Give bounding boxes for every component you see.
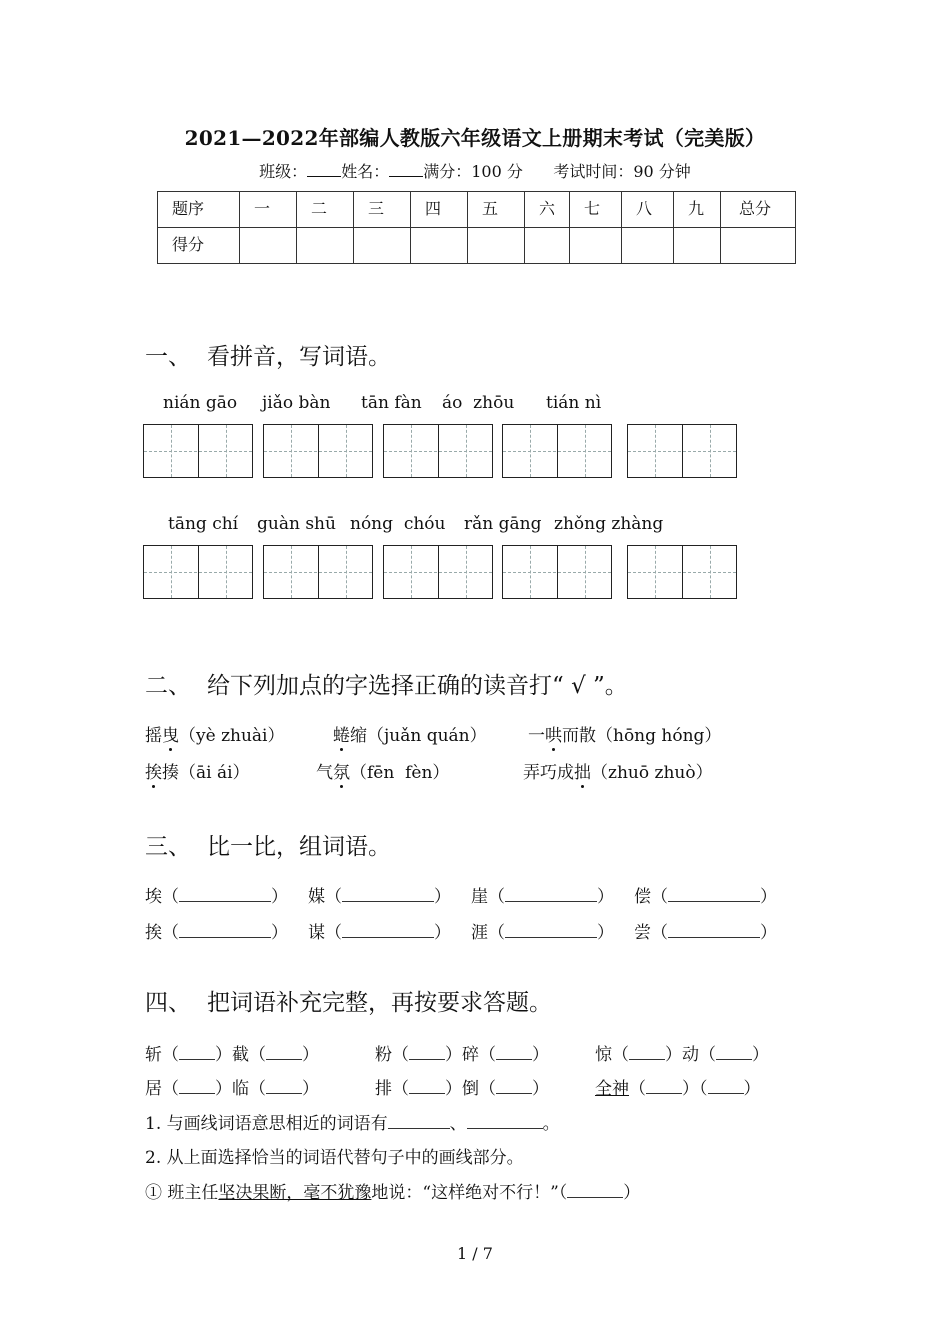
reading-item[interactable]: 弄巧成拙（zhuō zhuò） (523, 758, 713, 783)
pinyin: tián nì (546, 393, 602, 413)
section-number: 二、 (145, 673, 191, 699)
section-title: 看拼音，写词语。 (207, 344, 391, 370)
score-cell[interactable] (468, 228, 525, 264)
writing-grid[interactable] (143, 545, 253, 599)
class-blank[interactable] (307, 162, 341, 177)
idiom-item[interactable]: 惊（ ）动（ ） (595, 1045, 769, 1065)
score-header-cell: 九 (674, 192, 721, 228)
dotted-char: 曳 (162, 721, 179, 746)
score-cell[interactable] (525, 228, 570, 264)
writing-grid[interactable] (502, 545, 612, 599)
reading-item[interactable]: 挨揍（āi ái） (145, 758, 250, 783)
section-number: 四、 (145, 990, 191, 1016)
score-cell[interactable] (570, 228, 622, 264)
writing-grid[interactable] (263, 545, 373, 599)
dotted-char: 哄 (545, 721, 562, 746)
pinyin: jiǎo bàn (262, 393, 331, 413)
dotted-char: 氛 (333, 758, 350, 783)
question-2: 2. 从上面选择恰当的词语代替句子中的画线部分。 (145, 1148, 524, 1168)
score-cell[interactable] (297, 228, 354, 264)
section-number: 三、 (145, 834, 191, 860)
compare-item[interactable]: 尝（ ） (634, 923, 777, 943)
page-number: 1 / 7 (457, 1244, 493, 1263)
page-title: 2021—2022年部编人教版六年级语文上册期末考试（完美版） (184, 126, 766, 150)
exam-time: 考试时间：90 分钟 (553, 162, 691, 181)
class-label: 班级： (259, 162, 308, 181)
compare-item[interactable]: 谋（ ） (308, 923, 451, 943)
writing-grid[interactable] (502, 424, 612, 478)
pinyin: áo zhōu (442, 393, 515, 413)
score-header-cell: 七 (570, 192, 622, 228)
section-2-heading (145, 667, 628, 700)
reading-item[interactable]: 一哄而散（hōng hóng） (528, 721, 721, 746)
compare-item[interactable]: 媒（ ） (308, 887, 451, 907)
name-label: 姓名： (341, 162, 390, 181)
section-4-heading (145, 984, 552, 1017)
reading-item[interactable]: 摇曳（yè zhuài） (145, 721, 285, 746)
score-header-cell: 五 (468, 192, 525, 228)
score-header-cell: 四 (411, 192, 468, 228)
dotted-char: 蜷 (333, 721, 350, 746)
idiom-item[interactable]: 全神（ ）（ ） (595, 1079, 761, 1099)
score-cell[interactable] (622, 228, 674, 264)
score-header-cell: 总分 (721, 192, 796, 228)
exam-info (0, 159, 950, 182)
score-cell[interactable] (411, 228, 468, 264)
score-header-cell: 八 (622, 192, 674, 228)
score-header-cell: 二 (297, 192, 354, 228)
writing-grid[interactable] (627, 424, 737, 478)
pinyin: nián gāo (163, 393, 238, 413)
pinyin: tāng chí (168, 514, 239, 534)
full-score: 满分：100 分 (423, 162, 523, 181)
score-cell[interactable] (240, 228, 297, 264)
idiom-item[interactable]: 斩（ ）截（ ） (145, 1045, 319, 1065)
section-1-heading (145, 338, 391, 371)
compare-item[interactable]: 崖（ ） (471, 887, 614, 907)
score-cell[interactable] (721, 228, 796, 264)
question-3[interactable]: ① 班主任坚决果断，毫不犹豫地说：“这样绝对不行！”（ ） (145, 1183, 641, 1203)
score-header-cell: 六 (525, 192, 570, 228)
compare-item[interactable]: 挨（ ） (145, 923, 288, 943)
question-1[interactable]: 1. 与画线词语意思相近的词语有 、 。 (145, 1114, 560, 1134)
pinyin: zhǒng zhàng (554, 514, 664, 534)
dotted-char: 挨 (145, 758, 162, 783)
score-table-score-row (158, 228, 796, 264)
score-cell[interactable] (354, 228, 411, 264)
dotted-char: 拙 (574, 758, 591, 783)
writing-grid[interactable] (143, 424, 253, 478)
score-cell[interactable] (674, 228, 721, 264)
section-number: 一、 (145, 344, 191, 370)
section-3-heading (145, 828, 391, 861)
idiom-item[interactable]: 粉（ ）碎（ ） (375, 1045, 549, 1065)
score-header-cell: 三 (354, 192, 411, 228)
score-header-cell: 一 (240, 192, 297, 228)
idiom-item[interactable]: 排（ ）倒（ ） (375, 1079, 549, 1099)
compare-item[interactable]: 偿（ ） (634, 887, 777, 907)
reading-item[interactable]: 蜷缩（juǎn quán） (333, 721, 487, 746)
score-table (157, 191, 796, 264)
score-header-cell: 题序 (158, 192, 240, 228)
pinyin: rǎn gāng (464, 514, 542, 534)
writing-grid[interactable] (383, 424, 493, 478)
writing-grid[interactable] (263, 424, 373, 478)
compare-item[interactable]: 涯（ ） (471, 923, 614, 943)
name-blank[interactable] (389, 162, 423, 177)
section-title: 把词语补充完整，再按要求答题。 (207, 990, 552, 1016)
score-row-label: 得分 (158, 228, 240, 264)
writing-grid[interactable] (383, 545, 493, 599)
compare-item[interactable]: 埃（ ） (145, 887, 288, 907)
section-title: 给下列加点的字选择正确的读音打“ √ ”。 (207, 673, 628, 699)
pinyin: nóng chóu (350, 514, 446, 534)
writing-grid[interactable] (627, 545, 737, 599)
pinyin: guàn shū (257, 514, 336, 534)
reading-item[interactable]: 气氛（fēn fèn） (316, 758, 449, 783)
section-title: 比一比，组词语。 (207, 834, 391, 860)
score-table-header-row (158, 192, 796, 228)
idiom-item[interactable]: 居（ ）临（ ） (145, 1079, 319, 1099)
pinyin: tān fàn (361, 393, 422, 413)
